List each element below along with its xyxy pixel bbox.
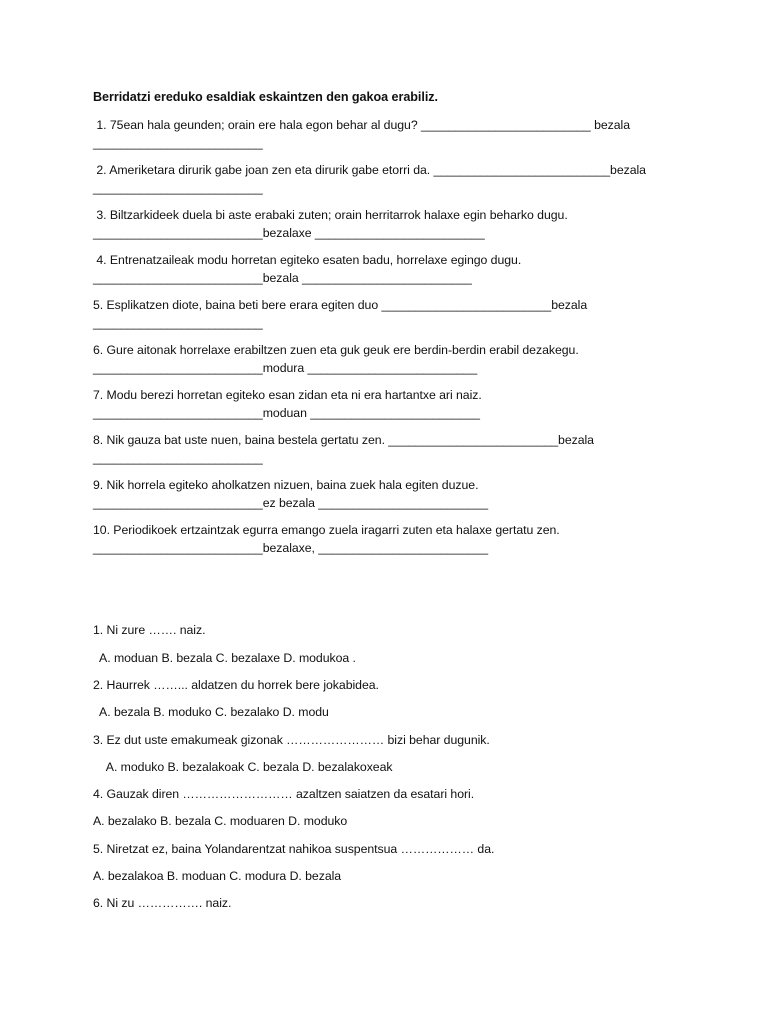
exercise-2-sentence: 2. Ameriketara dirurik gabe joan zen eta dirurik gabe etorri da. __________________________bezala xyxy=(93,163,646,177)
exercise-6-answer-line: _________________________modura _________________________ xyxy=(93,361,478,375)
exercise-7-answer-line: _________________________moduan _________________________ xyxy=(93,406,480,420)
exercise-9-answer-line: _________________________ez bezala _________________________ xyxy=(93,496,489,510)
exercise-3-answer-line: _________________________bezalaxe _________________________ xyxy=(93,226,485,240)
quiz-question-5: 5. Niretzat ez, baina Yolandarentzat nahikoa suspentsua ……………… da. xyxy=(93,842,495,856)
quiz-options-5: A. bezalakoa B. moduan C. modura D. bezala xyxy=(93,869,342,883)
exercise-4-sentence: 4. Entrenatzaileak modu horretan egiteko esaten badu, horrelaxe egingo dugu. xyxy=(93,253,522,267)
quiz-question-1: 1. Ni zure ……. naiz. xyxy=(93,623,206,637)
exercise-3-sentence: 3. Biltzarkideek duela bi aste erabaki zuten; orain herritarrok halaxe egin beharko dugu. xyxy=(93,208,568,222)
exercise-1-answer-line: _________________________ xyxy=(93,136,263,150)
exercise-9-sentence: 9. Nik horrela egiteko aholkatzen nizuen, baina zuek hala egiten duzue. xyxy=(93,478,479,492)
quiz-options-3: A. moduko B. bezalakoak C. bezala D. bezalakoxeak xyxy=(93,760,393,774)
exercise-10-answer-line: _________________________bezalaxe, _________________________ xyxy=(93,541,489,555)
instruction-title: Berridatzi ereduko esaldiak eskaintzen den gakoa erabiliz. xyxy=(93,90,438,104)
quiz-question-3: 3. Ez dut uste emakumeak gizonak …………………… bizi behar dugunik. xyxy=(93,733,490,747)
exercise-1-sentence: 1. 75ean hala geunden; orain ere hala egon behar al dugu? _________________________ bezala xyxy=(93,118,631,132)
quiz-question-6: 6. Ni zu ……………. naiz. xyxy=(93,896,232,910)
exercise-7-sentence: 7. Modu berezi horretan egiteko esan zidan eta ni era hartantxe ari naiz. xyxy=(93,388,482,402)
quiz-question-2: 2. Haurrek ……... aldatzen du horrek bere jokabidea. xyxy=(93,678,379,692)
quiz-question-4: 4. Gauzak diren ……………………… azaltzen saiatzen da esatari hori. xyxy=(93,787,475,801)
quiz-options-1: A. moduan B. bezala C. bezalaxe D. modukoa . xyxy=(93,651,356,665)
exercise-2-answer-line: _________________________ xyxy=(93,181,263,195)
exercise-5-sentence: 5. Esplikatzen diote, baina beti bere erara egiten duo _________________________bezala xyxy=(93,298,588,312)
exercise-8-answer-line: _________________________ xyxy=(93,451,263,465)
exercise-10-sentence: 10. Periodikoek ertzaintzak egurra emango zuela iragarri zuten eta halaxe gertatu zen. xyxy=(93,523,560,537)
exercise-4-answer-line: _________________________bezala _________________________ xyxy=(93,271,472,285)
quiz-options-4: A. bezalako B. bezala C. moduaren D. moduko xyxy=(93,814,348,828)
quiz-options-2: A. bezala B. moduko C. bezalako D. modu xyxy=(93,705,329,719)
exercise-5-answer-line: _________________________ xyxy=(93,316,263,330)
exercise-8-sentence: 8. Nik gauza bat uste nuen, baina bestela gertatu zen. _________________________bezala xyxy=(93,433,594,447)
exercise-6-sentence: 6. Gure aitonak horrelaxe erabiltzen zuen eta guk geuk ere berdin-berdin erabil dezakegu. xyxy=(93,343,579,357)
